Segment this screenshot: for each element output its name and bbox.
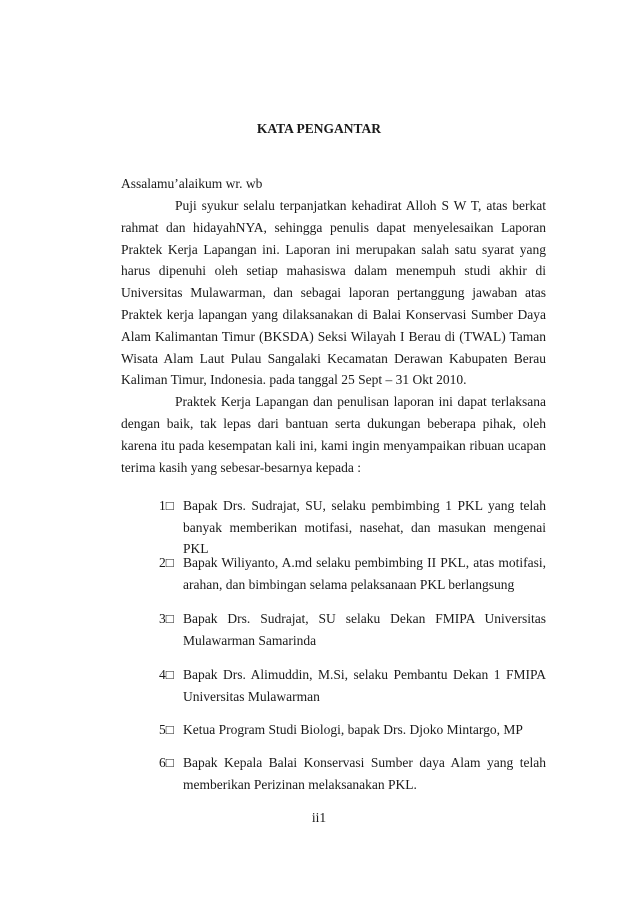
page-title: KATA PENGANTAR <box>256 121 382 136</box>
paragraph: Puji syukur selalu terpanjatkan kehadirat Alloh S W T, atas berkat rahmat dan hidayahNYA, sehingga penulis dapat menyelesaikan Laporan Praktek Kerja Lapangan ini. Laporan ini merupakan salah satu syarat yang harus dipenuhi oleh setiap mahasiswa dalam menempuh studi akhir di Universitas Mulawarman, dan sebagai laporan pertanggung jawaban atas Praktek kerja lapangan yang dilaksanakan di Balai Konservasi Sumber Daya Alam Kalimantan Timur (BKSDA) Seksi Wilayah I Berau di (TWAL) Taman Wisata Alam Laut Pulau Sangalaki Kecamatan Derawan Kabupaten Berau Kaliman Timur, Indonesia. pada tanggal 25 Sept – 31 Okt 2010. <box>121 198 546 388</box>
list-item-text: Bapak Kepala Balai Konservasi Sumber daya Alam yang telah memberikan Perizinan melaksanakan PKL. <box>183 755 546 792</box>
list-item-text: Bapak Drs. Alimuddin, M.Si, selaku Pembantu Dekan 1 FMIPA Universitas Mulawarman <box>183 667 546 704</box>
list-item-text: Bapak Drs. Sudrajat, SU, selaku pembimbing 1 PKL yang telah banyak memberikan motifasi, nasehat, dan masukan mengenai PKL <box>183 498 546 556</box>
salutation: Assalamu’alaikum wr. wb <box>121 176 263 191</box>
page-number: ii1 <box>311 810 327 825</box>
list-item <box>159 608 546 651</box>
list-item-number: 2□ <box>159 555 174 570</box>
list-item <box>159 664 546 707</box>
list-item <box>159 719 546 741</box>
list-item <box>159 495 546 560</box>
list-item <box>159 552 546 595</box>
list-item-number: 3□ <box>159 611 174 626</box>
list-item <box>159 752 546 795</box>
list-item-number: 4□ <box>159 667 174 682</box>
list-item-number: 6□ <box>159 755 174 770</box>
list-item-number: 5□ <box>159 722 174 737</box>
paragraph: Praktek Kerja Lapangan dan penulisan laporan ini dapat terlaksana dengan baik, tak lepas dari bantuan serta dukungan beberapa pihak, oleh karena itu pada kesempatan kali ini, kami ingin menyampaikan ribuan ucapan terima kasih yang sebesar-besarnya kepada : <box>121 394 546 475</box>
list-item-text: Bapak Drs. Sudrajat, SU selaku Dekan FMIPA Universitas Mulawarman Samarinda <box>183 611 546 648</box>
list-item-number: 1□ <box>159 498 174 513</box>
list-item-text: Ketua Program Studi Biologi, bapak Drs. Djoko Mintargo, MP <box>183 722 523 737</box>
list-item-text: Bapak Wiliyanto, A.md selaku pembimbing II PKL, atas motifasi, arahan, dan bimbingan selama pelaksanaan PKL berlangsung <box>183 555 546 592</box>
body-paragraphs <box>121 195 546 478</box>
